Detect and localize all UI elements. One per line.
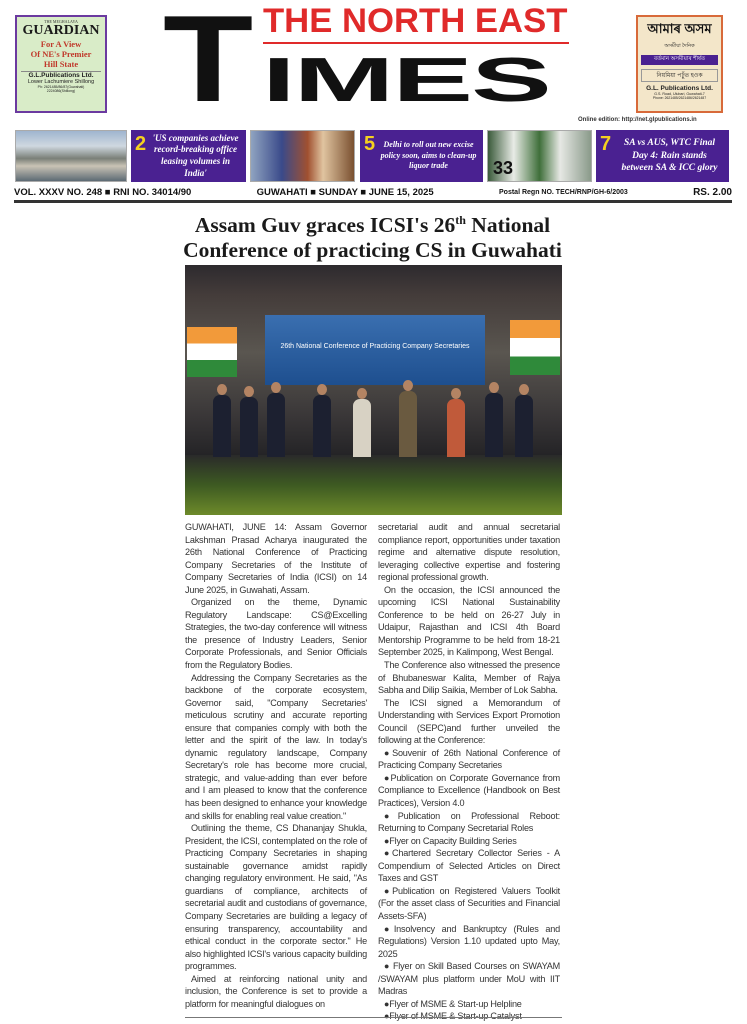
paragraph: Outlining the theme, CS Dhananjay Shukla, President, the ICSI, contemplated on the role of Practicing Company Secretaries in shaping sustainable governance amidst rapidly changing regulatory environment. He said, "As guardians of compliance, architects of secretarial audit and custodians of governance, Company Secretaries are building a legacy of ensuring transparency, accountability and ethical conduct in the corporate sector." He also highlighted ICSI's various capacity building programmes. <box>185 823 367 972</box>
paragraph: secretarial audit and annual secretarial compliance report, opportunities under taxation regime and alternative dispute resolution, leveraging collective expertise and fostering regional professional growth. <box>378 522 560 583</box>
article-headline <box>160 208 585 263</box>
list-item: ●Publication on Registered Valuers Toolkit (For the asset class of Securities and Financial Assets-SFA) <box>378 885 560 921</box>
teaser-page-7[interactable] <box>596 130 729 182</box>
volume-info: VOL. XXXV NO. 248 ■ RNI NO. 34014/90 <box>14 187 192 198</box>
list-item: ●Chartered Secretary Collector Series - A Compendium of Selected Articles on Direct Taxes and GST <box>378 848 560 884</box>
teaser-text: 'US companies achieve record-breaking office leasing volumes in India' <box>152 132 239 178</box>
teaser-page-2[interactable] <box>131 130 246 182</box>
person <box>447 399 465 457</box>
online-edition-link[interactable]: Online edition: http://net.glpublications.in <box>578 117 697 123</box>
postal-registration: Postal Regn NO. TECH/RNP/GH-6/2003 <box>499 189 628 196</box>
flag-right <box>510 320 560 375</box>
masthead-title-t: T <box>163 0 254 128</box>
list-item: ●Flyer on Capacity Building Series <box>384 835 517 846</box>
ad-line: নিয়মিয়া পঢ়ুঁত হওক <box>641 69 718 82</box>
headline-text: National <box>465 213 551 238</box>
masthead-title-top: THE NORTH EAST <box>263 2 568 40</box>
price: RS. 2.00 <box>693 187 732 198</box>
person <box>353 399 371 457</box>
paragraph: Aimed at reinforcing national unity and inclusion, the Conference is set to provide a platform for meaningful dialogues on <box>185 973 367 1009</box>
list-item: ● Flyer on Skill Based Courses on SWAYAM /SWAYAM plus platform under MoU with IIT Madras <box>378 961 560 997</box>
ad-tagline: Hill State <box>43 59 79 69</box>
buildings-photo[interactable] <box>15 130 127 182</box>
headline-text: Assam Guv graces ICSI's 26 <box>194 213 456 238</box>
person <box>313 395 331 457</box>
person <box>213 395 231 457</box>
list-item: ●Publication on Corporate Governance from Compliance to Excellence (Handbook on Best Practices), Version 4.0 <box>378 772 560 809</box>
paragraph: On the occasion, the ICSI announced the upcoming ICSI National Sustainability Conference to be held on 26-27 July in Udaipur, Rajasthan and ICSI 4th Board Mentorship Programme to be held from 18-21 September 2025, in Kalimpong, West Bengal. <box>378 584 560 658</box>
list-item: ●Souvenir of 26th National Conference of Practicing Company Secretaries <box>378 747 560 771</box>
article-column-2 <box>378 521 560 1023</box>
cricket-photo[interactable]: 33 <box>487 130 592 182</box>
issue-info-bar <box>14 186 732 199</box>
person <box>515 395 533 457</box>
list-item: ●Insolvency and Bankruptcy (Rules and Regulations) Version 1.10 updated upto May, 2025 <box>378 923 560 959</box>
dateline: GUWAHATI ■ SUNDAY ■ JUNE 15, 2025 <box>256 187 434 198</box>
amar-asom-ad[interactable] <box>636 15 723 113</box>
ad-tagline: For A View <box>40 39 82 49</box>
paragraph: GUWAHATI, JUNE 14: Assam Governor Lakshman Prasad Acharya inaugurated the 26th National Conference of Practicing Company Secretaries of the Institute of Company Secretaries of India (ICSI) on 14 June 2025, in Guwahati, Assam. <box>185 522 367 595</box>
paragraph: The ICSI signed a Memorandum of Understanding with Services Export Promotion Council (SEPC)and further unveiled the following at the Conference: <box>378 697 560 746</box>
teaser-page-number: 5 <box>364 133 376 155</box>
paragraph: Organized on the theme, Dynamic Regulatory Landscape: CS@Excelling Strategies, the two-day conference will witness the presence of Industry Leaders, Senior Corporate Professionals, and Senior Officials from the Regulatory Bodies. <box>185 597 367 671</box>
teaser-text: SA vs AUS, WTC Final Day 4: Rain stands between SA & ICC glory <box>621 138 718 174</box>
teaser-text: Delhi to roll out new excise policy soon, aims to clean-up liquor trade <box>380 140 477 171</box>
list-item: ●Flyer of MSME & Start-up Helpline <box>384 998 522 1009</box>
divider <box>14 200 732 203</box>
flag-left <box>187 327 237 377</box>
masthead-title-imes: IMES <box>262 46 550 115</box>
ad-tagline: Of NE's Premier <box>30 49 92 59</box>
ad-phone: Phone: 2621485/2621486/2621487 <box>652 96 707 100</box>
bottom-divider <box>185 1017 562 1018</box>
paragraph: Addressing the Company Secretaries as the backbone of the corporate ecosystem, Governor said, "Company Secretaries' meticulous scrutiny and accurate reporting ensure that companies comply with both the letter and the spirit of the law. In today's dynamic regulatory landscape, Company Secretary's role has become more crucial, strategic, and value-adding than ever before and I am pleased to know that the conference has been designed to enhance your knowledge and skills for enabling real value creation." <box>185 672 368 821</box>
ad-phone: Ph: 2621485/86/87(Guwahati) 2224086(Shillong) <box>37 85 85 93</box>
headline-sup: th <box>455 213 466 227</box>
paragraph: The Conference also witnessed the presence of Bhubaneswar Kalita, Member of Rajya Sabha and Dilip Saikia, Member of Lok Sabha. <box>378 660 560 696</box>
person <box>399 391 417 457</box>
teaser-page-5[interactable] <box>360 130 483 182</box>
person <box>485 393 503 457</box>
article-column-1 <box>185 521 367 1010</box>
list-item: ●Publication on Professional Reboot: Returning to Company Secretarial Roles <box>378 810 560 834</box>
amar-asom-logo: আমাৰ অসম <box>647 21 712 36</box>
stage-floor <box>185 455 562 515</box>
conference-photo[interactable] <box>185 265 562 515</box>
ad-publisher: G.L.Publications Ltd. <box>21 71 101 79</box>
ad-logo-small: THE MEGHALAYA <box>44 19 78 24</box>
guardian-logo: GUARDIAN <box>22 23 100 38</box>
ad-publisher: G.L. Publications Ltd. <box>646 85 713 92</box>
stage-banner <box>265 315 485 385</box>
teaser-page-number: 7 <box>600 133 612 155</box>
guardian-ad[interactable] <box>15 15 107 113</box>
ad-line: অসমীয়া দৈনিক <box>664 43 695 49</box>
person <box>240 397 258 457</box>
headline-line2: Conference of practicing CS in Guwahati <box>183 238 562 263</box>
teaser-page-number: 2 <box>135 133 147 155</box>
ad-line: বৰ্তমান অসমীয়াৰ শীৰ্ষত <box>641 55 718 65</box>
liquor-photo[interactable] <box>250 130 355 182</box>
banner-text: 26th National Conference of Practicing Company Secretaries <box>280 343 470 350</box>
ad-address: Lower Lachumiere Shillong <box>27 79 95 85</box>
person <box>267 393 285 457</box>
title-underline <box>263 42 569 44</box>
ad-address: G.S. Road, Ulubari, Guwahati-7 <box>654 92 705 96</box>
